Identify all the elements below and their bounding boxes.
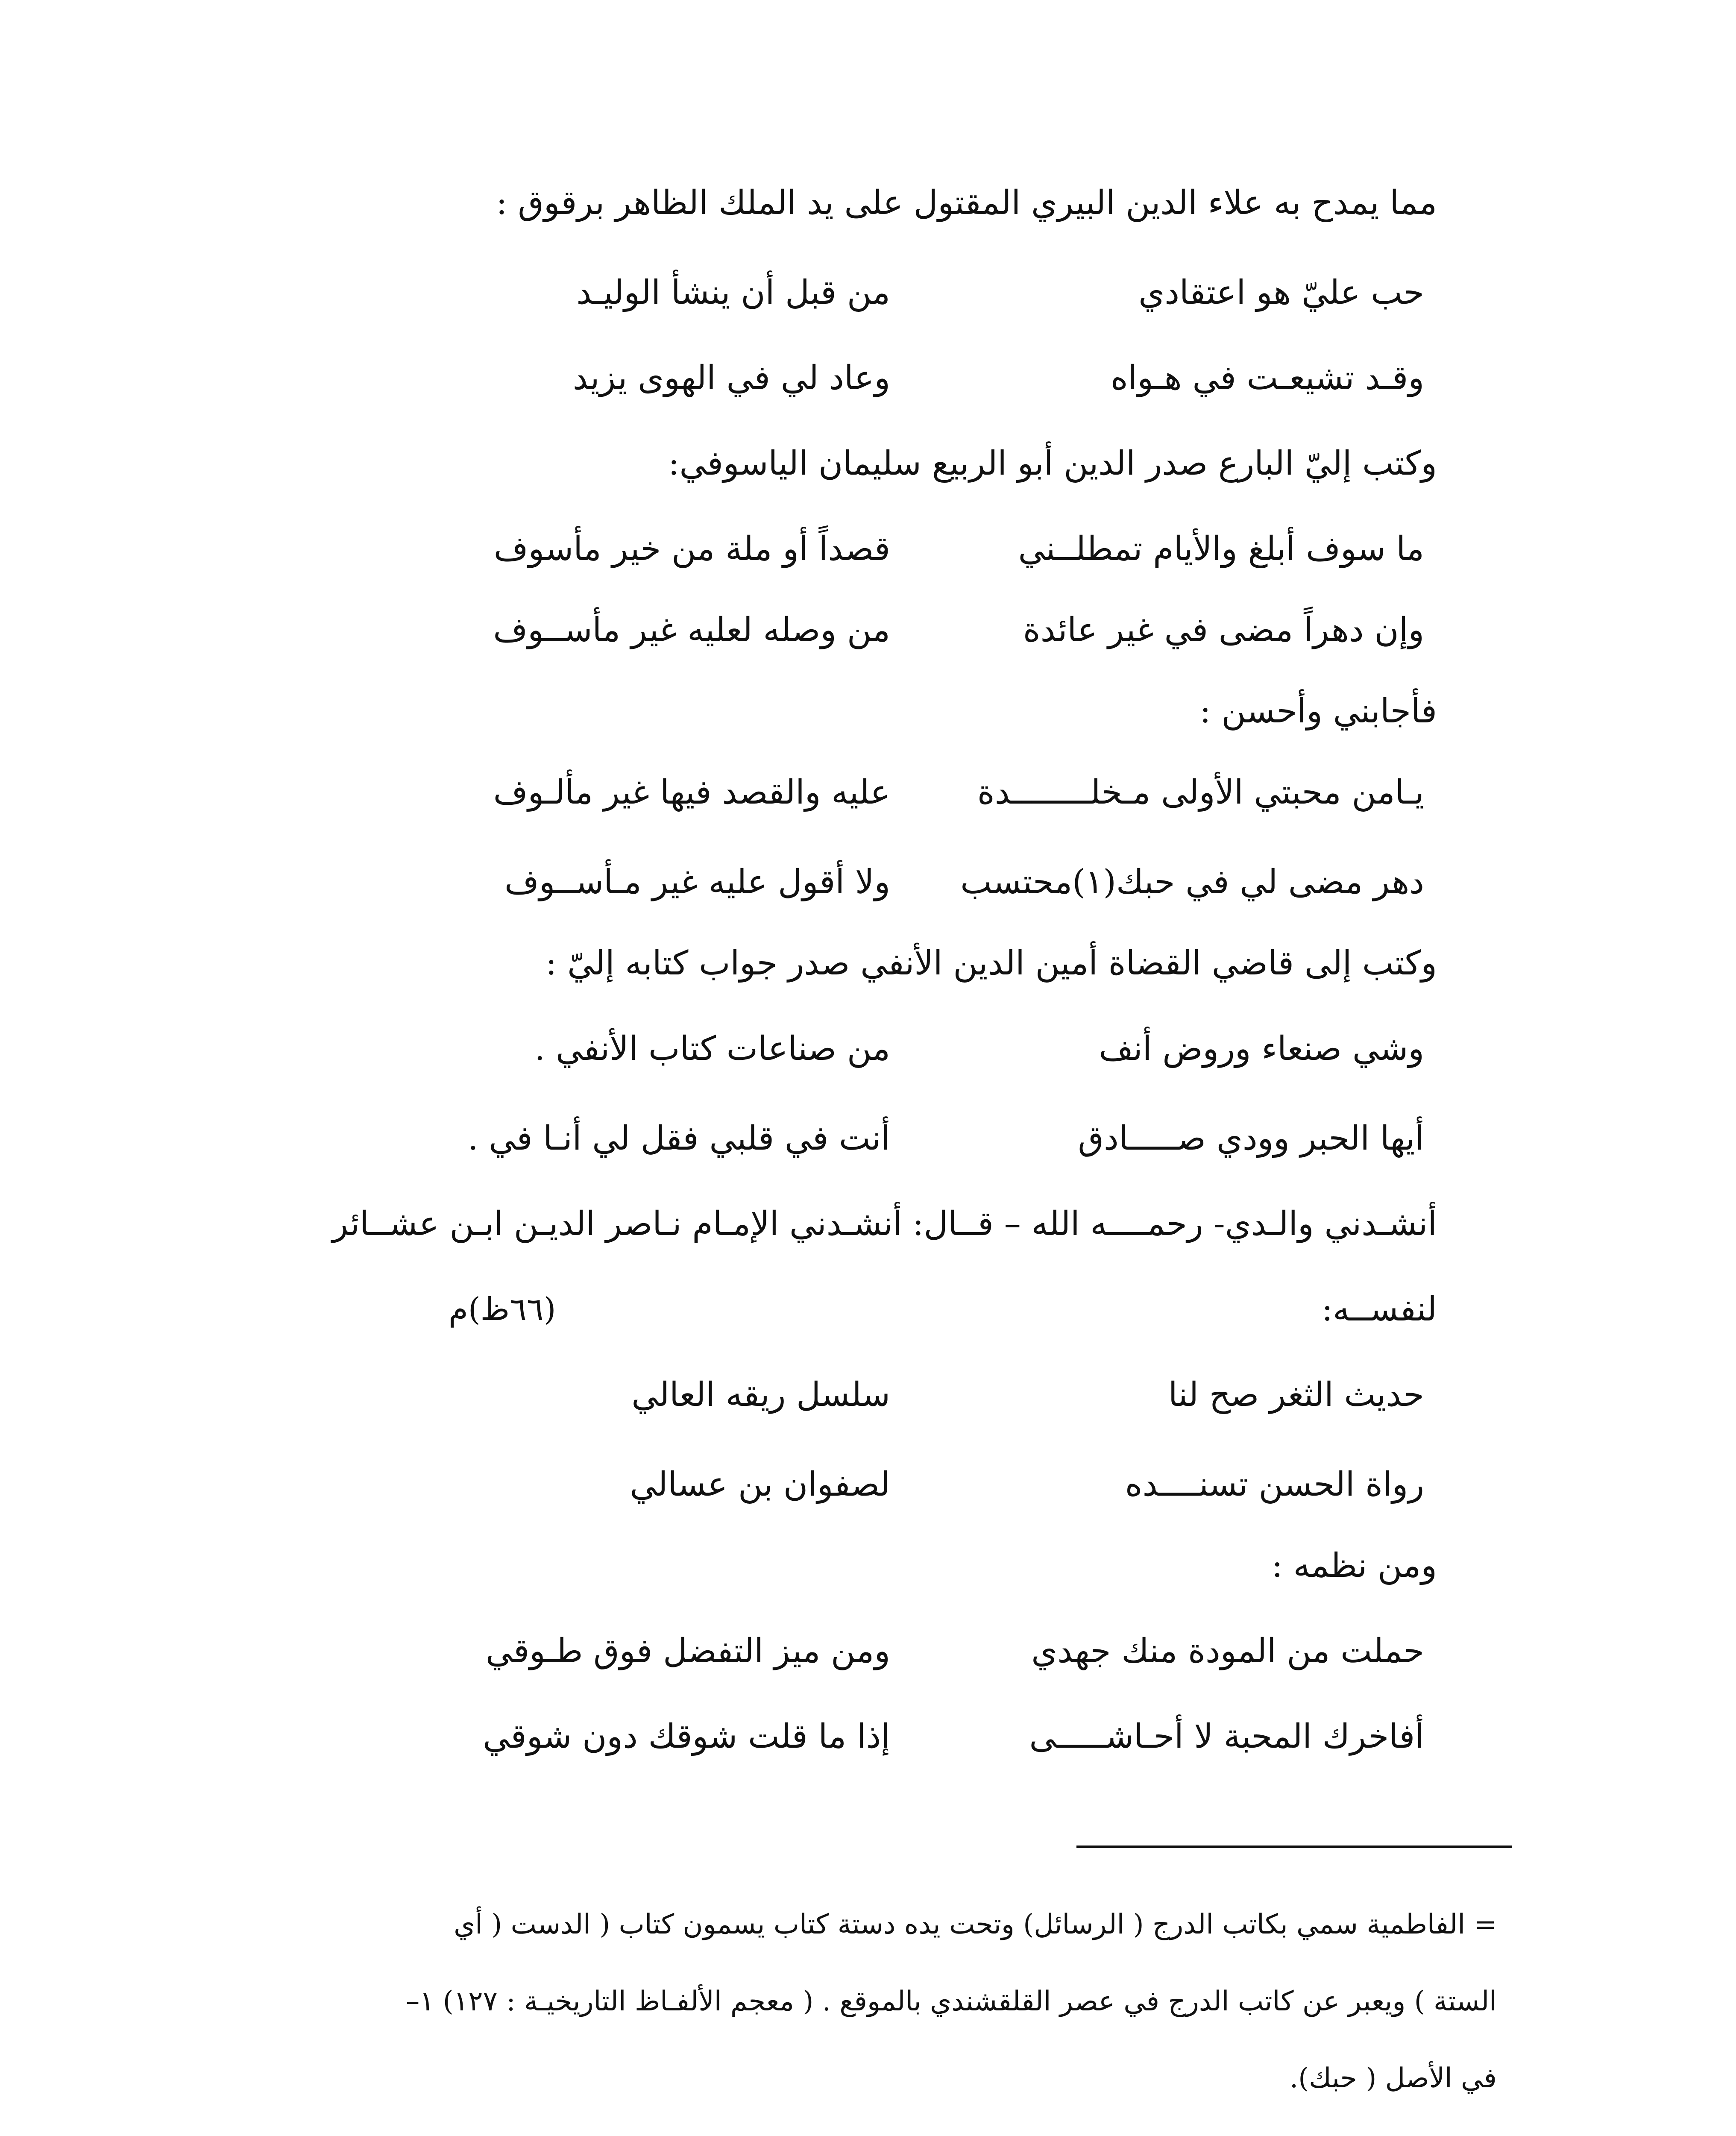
verse-5-hemistich-2: عليه والقصد فيها غير مألـوف — [493, 773, 890, 812]
verse-9-hemistich-2: سلسل ريقه العالي — [631, 1376, 890, 1414]
verse-2-hemistich-1: وقـد تشيعـت في هـواه — [1110, 359, 1424, 397]
anfi-line: وكتب إلى قاضي القضاة أمين الدين الأنفي صدر جواب كتابه إليّ : — [545, 944, 1437, 983]
father-line: أنشـدني والـدي- رحمــــه الله – قــال: أنشـدني الإمـام نـاصر الديـن ابـن عشــائر — [332, 1205, 1437, 1243]
verse-11-hemistich-2: ومن ميز التفضل فوق طـوقي — [485, 1632, 890, 1670]
verse-12-hemistich-2: إذا ما قلت شوقك دون شوقي — [483, 1717, 890, 1756]
footnote-line-2: الستة ) ويعبر عن كاتب الدرج في عصر القلقشندي بالموقع . ( معجم الألفـاظ التاريخيـة : ١٢٧) ١– — [406, 1986, 1497, 2017]
verse-9-hemistich-1: حديث الثغر صح لنا — [1168, 1376, 1424, 1414]
verse-11-hemistich-1: حملت من المودة منك جهدي — [1031, 1632, 1424, 1670]
footnote-divider — [1076, 1846, 1512, 1848]
verse-6-hemistich-2: ولا أقول عليه غير مـأســوف — [504, 863, 890, 901]
verse-5-hemistich-1: يـامن محبتي الأولى مـخلــــــــدة — [977, 773, 1424, 812]
verse-3-hemistich-1: ما سوف أبلغ والأيام تمطلــني — [1018, 530, 1424, 568]
intro-line: مما يمدح به علاء الدين البيري المقتول على يد الملك الظاهر برقوق : — [496, 184, 1437, 222]
verse-6-hemistich-1: دهر مضى لي في حبك(١)محتسب — [960, 863, 1424, 901]
reply-line: فأجابني وأحسن : — [1199, 692, 1437, 731]
verse-8-hemistich-1: أيها الحبر وودي صـــــادق — [1078, 1119, 1424, 1158]
min-nazmihi-line: ومن نظمه : — [1271, 1546, 1437, 1585]
footnote-line-3: في الأصل ( حبك). — [1289, 2063, 1497, 2094]
verse-3-hemistich-2: قصداً أو ملة من خير مأسوف — [493, 530, 890, 568]
folio-marker: (٦٦ظ)م — [449, 1291, 556, 1328]
footnote-line-1: = الفاطمية سمي بكاتب الدرج ( الرسائل) وتحت يده دستة كتاب يسمون كتاب ( الدست ( أي — [454, 1909, 1497, 1940]
verse-10-hemistich-1: رواة الحسن تسنــــده — [1125, 1465, 1424, 1504]
verse-10-hemistich-2: لصفوان بن عسالي — [630, 1465, 890, 1504]
nafsihi-line: لنفســه: — [1321, 1290, 1437, 1329]
verse-1-hemistich-1: حب عليّ هو اعتقادي — [1138, 273, 1424, 312]
verse-7-hemistich-2: من صناعات كتاب الأنفي . — [534, 1030, 890, 1068]
verse-1-hemistich-2: من قبل أن ينشأ الوليـد — [576, 273, 890, 312]
verse-8-hemistich-2: أنت في قلبي فقل لي أنـا في . — [467, 1119, 890, 1158]
yasufi-line: وكتب إليّ البارع صدر الدين أبو الربيع سليمان الياسوفي: — [668, 444, 1437, 483]
verse-4-hemistich-1: وإن دهراً مضى في غير عائدة — [1023, 611, 1424, 649]
verse-4-hemistich-2: من وصله لعليه غير مأســوف — [493, 611, 890, 649]
verse-7-hemistich-1: وشي صنعاء وروض أنف — [1099, 1030, 1424, 1068]
verse-12-hemistich-1: أفاخرك المحبة لا أحـاشـــــى — [1029, 1717, 1424, 1756]
verse-2-hemistich-2: وعاد لي في الهوى يزيد — [572, 359, 890, 397]
